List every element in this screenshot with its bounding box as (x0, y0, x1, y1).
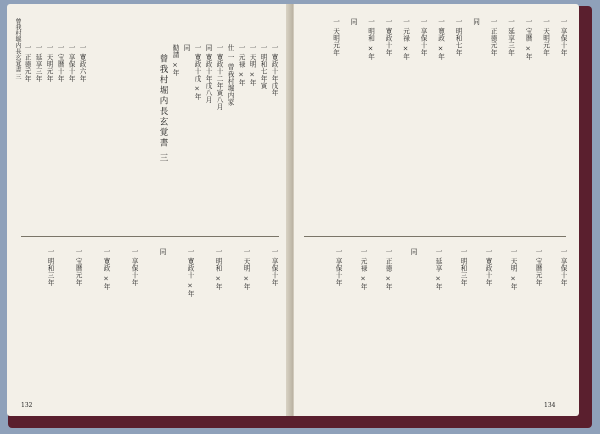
text-column: 一 享保十年 (270, 248, 278, 287)
text-column: 一 天明 ×年 (248, 44, 256, 87)
text-column: 一 宝暦元年 (74, 248, 82, 287)
text-column: 同 (158, 248, 166, 256)
text-column: 一 元禄 ×年 (401, 18, 410, 61)
text-column: 一 正徳 ×年 (384, 248, 392, 291)
text-column: 一 寛政十年 (484, 248, 492, 287)
text-column: 一 明和七年 (454, 18, 462, 57)
text-column: 一 天明元年 (45, 44, 53, 83)
right-page (293, 4, 579, 416)
text-column: 一 享保十年 (419, 18, 427, 57)
text-column: 一 天明 ×年 (242, 248, 250, 291)
text-column: 一 延享 ×年 (434, 248, 442, 291)
text-column: 一 寛政 ×年 (102, 248, 110, 291)
text-column: 一 寛政十年戊年 (270, 44, 278, 97)
section-divider (304, 236, 566, 237)
text-column: 一 寛政六年 (78, 44, 86, 83)
text-column: 同 (182, 44, 190, 52)
text-column: 一 天明元年 (541, 18, 550, 57)
left-page (7, 4, 293, 416)
text-column: 一 明和三年 (459, 248, 467, 287)
text-column: 一 享保十年 (559, 248, 567, 287)
text-column: 一 寛政十 ×年 (186, 248, 194, 298)
text-column: 勧請 ×年 (171, 44, 179, 77)
text-column: 一 寛政十年 (384, 18, 392, 57)
section-divider (21, 236, 279, 237)
text-column: 同 寛政十年戊八月 (204, 44, 212, 104)
text-column: 一 明和七年寅 (259, 44, 267, 90)
page-number: 134 (544, 402, 556, 409)
text-column: 一 宝暦十年 (56, 44, 64, 83)
text-column: 仕 一 曾我村堀内家 (226, 44, 234, 106)
text-column: 同 (409, 248, 417, 256)
text-column: 一 享保十年 (130, 248, 138, 287)
text-column: 一 元禄 ×年 (237, 44, 245, 87)
text-column: 一 宝暦元年 (534, 248, 542, 287)
text-column: 一 寛政十戊 ×年 (193, 44, 201, 101)
text-column: 一 明和三年 (46, 248, 54, 287)
text-column: 一 元禄 ×年 (359, 248, 367, 291)
text-column: 同 (349, 18, 357, 26)
text-column: 一 延享三年 (34, 44, 42, 83)
page-number: 132 (21, 402, 33, 409)
running-head: 曾我村堀内長玄覚書 三 (14, 18, 21, 80)
text-column: 一 宝暦 ×年 (524, 18, 532, 61)
text-column: 一 享保十年 (559, 18, 567, 57)
text-column: 一 明和 ×年 (214, 248, 222, 291)
text-column: 一 天明元年 (331, 18, 340, 57)
text-column: 一 天明 ×年 (509, 248, 517, 291)
text-column: 一 正徳元年 (23, 44, 31, 83)
text-column: 一 明和 ×年 (366, 18, 375, 61)
text-column: 同 (471, 18, 480, 26)
text-column: 一 享保十年 (334, 248, 342, 287)
text-column: 一 享保十年 (67, 44, 75, 83)
section-title: 曾我村堀内長玄覚書 三 (158, 54, 168, 164)
text-column: 一 正徳元年 (489, 18, 497, 57)
text-column: 一 延享三年 (506, 18, 515, 57)
text-column: 一 寛政十二年寅八月 (215, 44, 223, 111)
text-column: 一 寛政 ×年 (436, 18, 445, 61)
